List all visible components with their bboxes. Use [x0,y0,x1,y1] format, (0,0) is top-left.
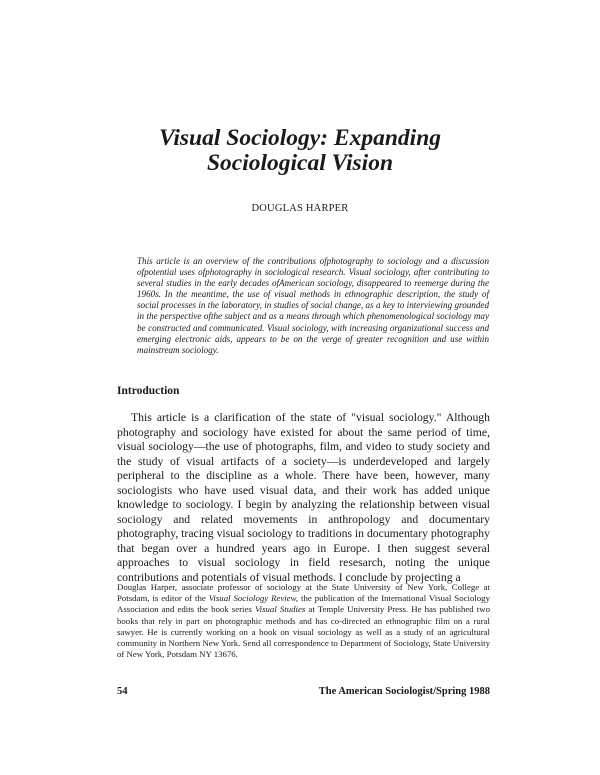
body-paragraph: This article is a clarification of the state of "visual sociology." Although photography and sociology have existed for about the same period of time, visual sociology—the use of photographs, film, and video to study society and the study of visual artifacts of a society—is underdeveloped and largely peripheral to the discipline as a whole. There have been, however, many sociologists who have used visual data, and their work has added unique knowledge to sociology. I begin by analyzing the relationship between visual sociology and related movements in anthropology and documentary photography, tracing visual sociology to traditions in documentary photography that began over a hundred years ago in Europe. I then suggest several approaches to visual sociology in field resesarch, noting the unique contributions and potentials of visual methods. I conclude by projecting a [117,411,490,584]
abstract: This article is an overview of the contributions ofphotography to sociology and a discussion ofpotential uses ofphotography in sociological research. Visual sociology, after contributing to several studies in the early decades ofAmerican sociology, disappeared to reemerge during the 1960s. In the meantime, the use of visual methods in ethnographic description, the study of social processes in the laboratory, in studies of social change, as a key to interviewing grounded in the perspective ofthe subject and as a means through which phenomenological sociology may be constructed and communicated. Visual sociology, with increasing organizational success and emerging electronic aids, appears to be on the verge of greater recognition and use within mainstream sociology. [137,256,489,355]
bio-text-1: Douglas Harper, associate professor of sociology at the State University of New York, College at Potsdam, is editor of the [117,582,490,604]
bio-series-name: Visual Studies [254,604,306,615]
journal-citation: The American Sociologist/Spring 1988 [318,686,490,697]
bio-journal-name: Visual Sociology Review, [208,593,299,604]
title-line-1: Visual Sociology: Expanding [158,125,442,151]
article-title [0,126,600,176]
section-heading: Introduction [117,385,180,397]
title-line-2: Sociological Vision [206,150,394,176]
author-bio [117,582,490,660]
bio-text-3: at Temple University Press. He has published two books that rely in part on photographic methods and has co-directed an ethnographic film on a rural sawyer. He is currently working on a book on visual sociology as well as a study of an agricultural community in Northern New York. Send all correspondence to Department of Sociology, State University of New York, Potsdam NY 13676. [117,604,490,660]
page-number: 54 [117,686,128,697]
author-name: DOUGLAS HARPER [251,203,349,214]
bio-text-2: the publication of the International Visual Sociology Association and edits the book series [117,593,490,615]
